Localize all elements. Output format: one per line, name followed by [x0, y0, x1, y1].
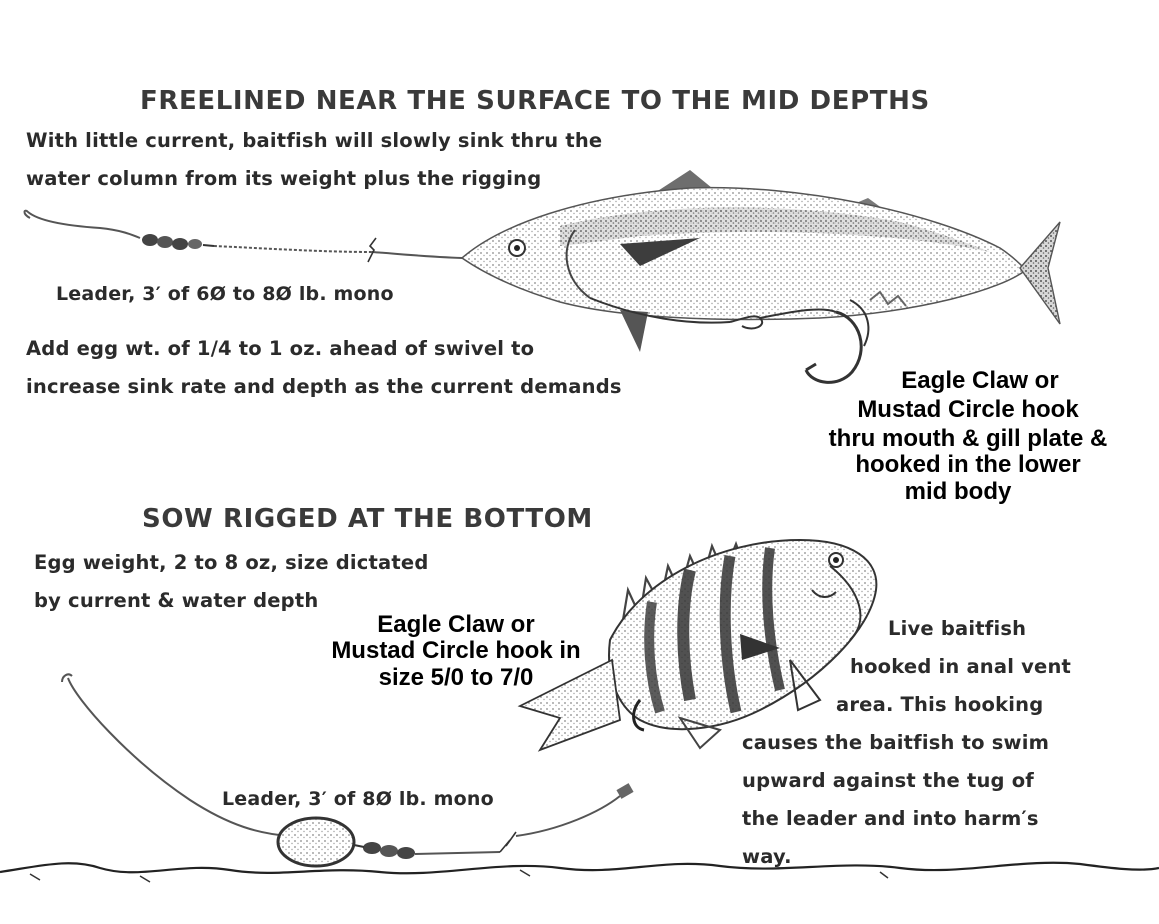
bottom-bait-line-4: causes the baitfish to swim [742, 731, 1050, 754]
bottom-weight-line-1: Egg weight, 2 to 8 oz, size dictated [34, 551, 429, 574]
bottom-hook-note-line-1: Eagle Claw or [377, 611, 535, 638]
swivel-bead-chain [142, 234, 214, 250]
bottom-weight-note [34, 544, 429, 620]
top-hook-note [790, 366, 1146, 506]
top-hook-note-line-3: thru mouth & gill plate & [828, 425, 1108, 452]
bottom-main-line [68, 678, 290, 836]
bottom-bait-line-5: upward against the tug of [742, 769, 1034, 792]
egg-sinker [278, 818, 354, 866]
bottom-bait-note [742, 610, 1071, 876]
bottom-bait-line-7: way. [742, 845, 792, 868]
top-hook-note-line-5: mid body [904, 478, 1012, 505]
top-leader-label: Leader, 3′ of 6Ø to 8Ø lb. mono [56, 283, 394, 305]
bottom-bead-chain [354, 842, 500, 859]
bottom-leader-line [516, 796, 620, 836]
bottom-hook-note-line-2: Mustad Circle hook in [331, 637, 581, 664]
bottom-bait-line-3: area. This hooking [836, 693, 1044, 716]
bottom-bait-line-2: hooked in anal vent [850, 655, 1072, 678]
top-heading: FREELINED NEAR THE SURFACE TO THE MID DEPTHS [140, 86, 930, 116]
top-intro-line-2: water column from its weight plus the rigging [26, 167, 542, 190]
bottom-leader-label: Leader, 3′ of 8Ø lb. mono [222, 788, 494, 810]
top-hook-note-line-4: hooked in the lower [855, 451, 1081, 478]
bottom-hook-note [300, 610, 612, 692]
top-egg-note-line-2: increase sink rate and depth as the current demands [26, 375, 622, 398]
top-intro-line-1: With little current, baitfish will slowly sink thru the [26, 129, 603, 152]
bottom-bait-line-1: Live baitfish [888, 617, 1027, 640]
bottom-weight-line-2: by current & water depth [34, 589, 319, 612]
bottom-bait-line-6: the leader and into harm′s [742, 807, 1039, 830]
top-intro [26, 122, 602, 198]
bottom-hook-note-line-3: size 5/0 to 7/0 [378, 664, 534, 691]
top-leader-line [25, 211, 463, 258]
top-egg-note [26, 330, 622, 406]
top-hook-note-line-1: Eagle Claw or [901, 367, 1059, 394]
top-hook-note-line-2: Mustad Circle hook [857, 396, 1079, 423]
top-egg-note-line-1: Add egg wt. of 1/4 to 1 oz. ahead of swivel to [26, 337, 535, 360]
crimp-squiggle [368, 238, 376, 262]
bottom-heading: SOW RIGGED AT THE BOTTOM [142, 504, 593, 534]
